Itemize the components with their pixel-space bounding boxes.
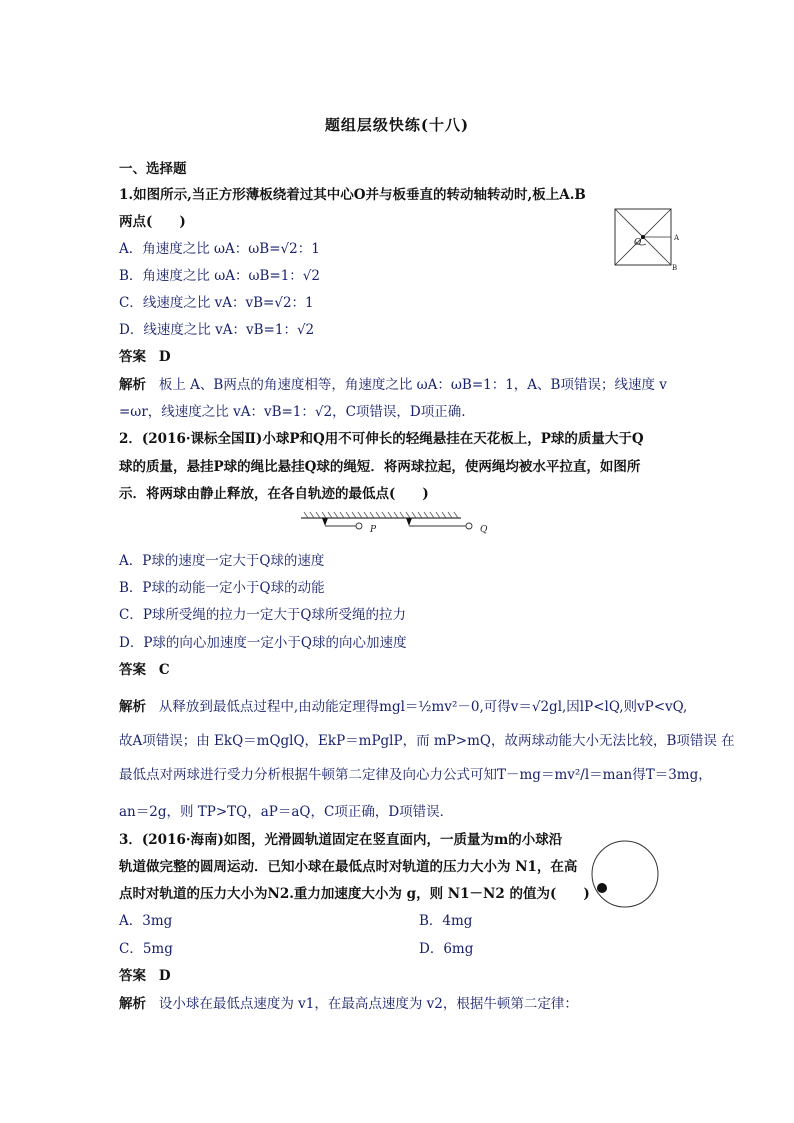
q2-explanation-line3: 最低点对两球进行受力分析根据牛顿第二定律及向心力公式可知T－mg＝mv²/l＝man得T＝3mg， xyxy=(119,767,712,783)
q2-explanation-line2: 故A项错误；由 EkQ＝mQglQ，EkP＝mPglP，而 mP>mQ，故两球动能大小无法比较，B项错误 在 xyxy=(119,733,735,749)
label-o: O xyxy=(634,238,642,248)
q1-option-d: D．线速度之比 vA：vB=1：√2 xyxy=(119,322,315,338)
label-a: A xyxy=(674,234,680,242)
explanation-text: 板上 A、B两点的角速度相等，角速度之比 ωA：ωB=1：1，A、B项错误；线速度 v xyxy=(158,377,667,393)
label-b: B xyxy=(672,264,678,272)
q2-option-b: B．P球的动能一定小于Q球的动能 xyxy=(119,580,325,596)
label-q: Q xyxy=(480,525,488,535)
q3-option-c: C．5mg xyxy=(119,941,173,957)
q2-option-a: A．P球的速度一定大于Q球的速度 xyxy=(119,553,325,569)
answer-label: 答案 xyxy=(119,662,146,678)
answer-value: C xyxy=(158,662,170,678)
answer-value: D xyxy=(158,349,171,365)
q2-explanation-line1 xyxy=(119,698,687,716)
q3-option-d: D．6mg xyxy=(419,941,474,957)
label-p: P xyxy=(370,525,377,535)
q3-option-b: B．4mg xyxy=(419,913,473,929)
section-heading: 一、选择题 xyxy=(119,161,187,177)
explanation-text: 设小球在最低点速度为 v1，在最高点速度为 v2，根据牛顿第二定律： xyxy=(158,996,578,1012)
circular-track-figure xyxy=(588,837,662,911)
q1-option-c: C．线速度之比 vA：vB=√2：1 xyxy=(119,295,314,311)
q2-stem-line3: 示．将两球由静止释放，在各自轨迹的最低点( ) xyxy=(119,486,429,502)
q3-stem-line3: 点时对轨道的压力大小为N2.重力加速度大小为 g，则 N1－N2 的值为( ) xyxy=(119,886,590,902)
answer-label: 答案 xyxy=(119,349,146,365)
q1-explanation-line2: =ωr，线速度之比 vA：vB=1：√2，C项错误，D项正确. xyxy=(119,404,466,420)
pendulums-figure xyxy=(298,508,498,542)
explanation-label: 解析 xyxy=(119,996,146,1012)
q1-option-a: A．角速度之比 ωA：ωB=√2：1 xyxy=(119,241,320,257)
q1-answer xyxy=(119,348,171,366)
q1-option-b: B．角速度之比 ωA：ωB=1：√2 xyxy=(119,268,320,284)
q3-answer xyxy=(119,967,171,985)
q2-option-d: D．P球的向心加速度一定小于Q球的向心加速度 xyxy=(119,635,407,651)
q1-stem-line2: 两点( ) xyxy=(119,214,186,230)
q2-answer xyxy=(119,661,170,679)
q2-stem-line1: 2．(2016·课标全国Ⅱ)小球P和Q用不可伸长的轻绳悬挂在天花板上，P球的质量大于Q xyxy=(119,431,644,447)
q2-option-c: C．P球所受绳的拉力一定大于Q球所受绳的拉力 xyxy=(119,607,406,623)
q2-stem-line2: 球的质量，悬挂P球的绳比悬挂Q球的绳短．将两球拉起，使两绳均被水平拉直，如图所 xyxy=(119,459,641,475)
explanation-label: 解析 xyxy=(119,377,146,393)
answer-value: D xyxy=(158,968,171,984)
q3-stem-line1: 3．(2016·海南)如图，光滑圆轨道固定在竖直面内，一质量为m的小球沿 xyxy=(119,832,563,848)
q2-explanation-line4: an＝2g，则 TP>TQ，aP＝aQ，C项正确，D项错误． xyxy=(119,804,454,820)
explanation-label: 解析 xyxy=(119,699,146,715)
answer-label: 答案 xyxy=(119,968,146,984)
q3-option-a: A．3mg xyxy=(119,913,173,929)
q1-explanation-line1 xyxy=(119,376,667,394)
q3-stem-line2: 轨道做完整的圆周运动．已知小球在最低点时对轨道的压力大小为 N1，在高 xyxy=(119,859,578,875)
q3-explanation-line1 xyxy=(119,995,578,1013)
page-title: 题组层级快练(十八) xyxy=(324,116,470,134)
explanation-text: 从释放到最低点过程中,由动能定理得mgl＝½mv²－0,可得v＝√2gl,因lP<lQ,则vP<vQ, xyxy=(158,699,688,715)
q1-stem-line1: 1.如图所示,当正方形薄板绕着过其中心O并与板垂直的转动轴转动时,板上A.B xyxy=(119,187,586,203)
rotating-square-plate-figure xyxy=(612,206,684,272)
